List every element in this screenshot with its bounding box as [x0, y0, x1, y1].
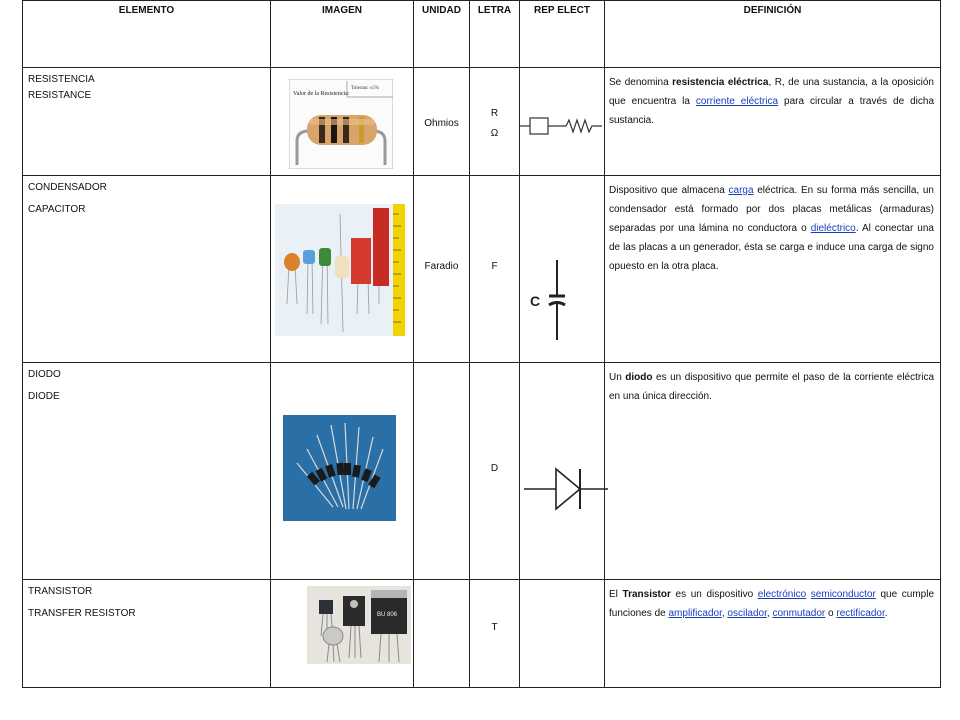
table-row: [23, 68, 941, 176]
header-unidad: UNIDAD: [414, 1, 470, 68]
header-imagen: IMAGEN: [271, 1, 414, 68]
link-carga[interactable]: carga: [728, 185, 754, 196]
header-rep-elect: REP ELECT: [520, 1, 605, 68]
unit-value: Ohmios: [424, 118, 459, 129]
header-letra: LETRA: [470, 1, 520, 68]
unit-cell: [414, 68, 470, 176]
element-name-es: TRANSISTOR: [28, 586, 93, 597]
resistor-photo: [289, 79, 393, 169]
resistor-photo-label: Valor de la Resistencia:: [293, 91, 350, 97]
symbol-cell: [520, 68, 605, 176]
element-name-en: CAPACITOR: [28, 204, 86, 215]
letter-cell: [470, 580, 520, 688]
link-amplificador[interactable]: amplificador: [668, 608, 722, 619]
table-row: [23, 363, 941, 580]
transistor-photo-label: BU 806: [377, 612, 398, 618]
components-table: [22, 0, 941, 688]
element-name-en: TRANSFER RESISTOR: [28, 608, 136, 619]
letter-cell: [470, 176, 520, 363]
header-definicion: DEFINICIÓN: [605, 1, 941, 68]
unit-value: Faradio: [424, 261, 459, 272]
header-elemento: ELEMENTO: [23, 1, 271, 68]
symbol-cell: [520, 580, 605, 688]
element-name-es: CONDENSADOR: [28, 182, 107, 193]
element-name-cell: [23, 68, 271, 176]
definition-cell: El Transistor es un dispositivo electrónico semiconductor que cumple funciones de amplificador, oscilador, conmutador o rectificador.: [605, 580, 941, 688]
diode-photo: [283, 415, 396, 521]
link-semiconductor[interactable]: semiconductor: [810, 589, 876, 600]
image-cell: [271, 176, 414, 363]
capacitor-symbol: [530, 256, 570, 346]
unit-cell: [414, 580, 470, 688]
resistor-photo-tolerance: Toleranc ±5%: [351, 86, 380, 91]
resistor-symbol: [520, 110, 605, 140]
link-electronico[interactable]: electrónico: [757, 589, 807, 600]
table-row: [23, 580, 941, 688]
image-cell: [271, 580, 414, 688]
image-cell: [271, 68, 414, 176]
unit-cell: [414, 363, 470, 580]
element-name-cell: [23, 176, 271, 363]
link-dielectrico[interactable]: dieléctrico: [810, 223, 856, 234]
letter-value: T: [491, 622, 498, 633]
definition-cell: Se denomina resistencia eléctrica, R, de una sustancia, a la oposición que encuentra la corriente eléctrica para circular a través de dicha sustancia.: [605, 68, 941, 176]
element-name-es: DIODO: [28, 369, 61, 380]
element-name-cell: [23, 580, 271, 688]
letter-value: R: [490, 108, 499, 119]
letter-value: F: [491, 261, 498, 272]
letter-cell: [470, 363, 520, 580]
letter-value: D: [490, 463, 499, 474]
link-oscilador[interactable]: oscilador: [727, 608, 767, 619]
element-name-en: DIODE: [28, 391, 60, 402]
element-name-cell: [23, 363, 271, 580]
symbol-cell: [520, 176, 605, 363]
link-conmutador[interactable]: conmutador: [772, 608, 826, 619]
table-row: [23, 176, 941, 363]
unit-cell: [414, 176, 470, 363]
capacitor-symbol-letter: C: [530, 293, 541, 309]
letter-cell: [470, 68, 520, 176]
image-cell: [271, 363, 414, 580]
link-corriente-electrica[interactable]: corriente eléctrica: [695, 96, 779, 107]
header-row: [23, 1, 941, 68]
symbol-cell: [520, 363, 605, 580]
definition-cell: Dispositivo que almacena carga eléctrica. En su forma más sencilla, un condensador está formado por dos placas metálicas (armaduras) separadas por una lámina no conductora o dieléctrico. Al conectar una de las placas a un generador, ésta se carga e induce una carga de signo opuesto en la otra placa.: [605, 176, 941, 363]
element-name-es: RESISTENCIA: [28, 74, 95, 85]
diode-symbol: [524, 467, 608, 517]
element-name-en: RESISTANCE: [28, 90, 92, 101]
definition-cell: Un diodo es un dispositivo que permite el paso de la corriente eléctrica en una única dirección.: [605, 363, 941, 580]
capacitor-photo: [275, 204, 405, 336]
transistor-photo: [307, 586, 411, 664]
link-rectificador[interactable]: rectificador: [836, 608, 885, 619]
letter-value-2: Ω: [490, 128, 499, 139]
